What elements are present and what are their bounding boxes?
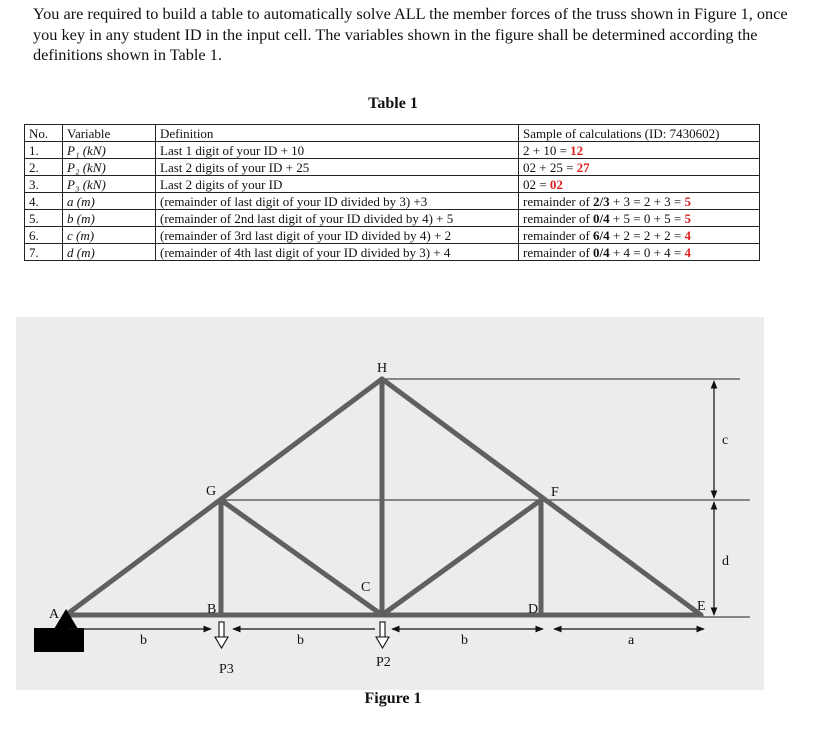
- sample-middle: + 5 = 0 + 5 =: [609, 210, 685, 226]
- header-no: No.: [25, 125, 63, 142]
- truss-diagram: [16, 317, 764, 690]
- load-arrow-p2: [376, 622, 389, 648]
- table-row: [25, 210, 760, 227]
- node-label-b: B: [207, 602, 217, 617]
- cell-definition: Last 2 digits of your ID: [156, 176, 519, 193]
- cell-no: 4.: [25, 193, 63, 210]
- cell-variable: P₂ (kN): [63, 159, 156, 176]
- dim-a-label: a: [628, 633, 635, 648]
- sample-result: 27: [576, 159, 590, 175]
- cell-variable: P₃ (kN): [63, 176, 156, 193]
- cell-variable: b (m): [63, 210, 156, 227]
- cell-no: 1.: [25, 142, 63, 159]
- cell-sample: [519, 176, 760, 193]
- table-row: [25, 159, 760, 176]
- sample-result: 4: [684, 244, 691, 260]
- node-label-e: E: [697, 599, 706, 614]
- sample-result: 5: [684, 210, 691, 226]
- truss-figure: [16, 317, 764, 690]
- sample-result: 12: [570, 142, 584, 158]
- dim-b1-label: b: [140, 633, 147, 648]
- header-definition: Definition: [156, 125, 519, 142]
- cell-no: 3.: [25, 176, 63, 193]
- sample-prefix: 02 + 25 =: [523, 159, 577, 175]
- cell-variable: a (m): [63, 193, 156, 210]
- sample-result: 5: [684, 193, 691, 209]
- node-label-h: H: [376, 361, 388, 376]
- table-row: [25, 176, 760, 193]
- table-row: [25, 193, 760, 210]
- node-label-c: C: [361, 580, 371, 595]
- cell-no: 5.: [25, 210, 63, 227]
- sample-fraction: 2/3: [593, 193, 610, 209]
- cell-variable: c (m): [63, 227, 156, 244]
- table-header-row: [25, 125, 760, 142]
- sample-middle: + 4 = 0 + 4 =: [609, 244, 685, 260]
- load-label-p2: P2: [376, 655, 391, 670]
- intro-paragraph: You are required to build a table to automatically solve ALL the member forces of the truss shown in Figure 1, once you key in any student ID in the input cell. The variables shown in the figure shall be determined according the definitions shown in Table 1.: [33, 4, 788, 64]
- node-label-a: A: [49, 607, 60, 622]
- table-row: [25, 142, 760, 159]
- sample-prefix: remainder of: [523, 210, 594, 226]
- cell-definition: (remainder of last digit of your ID divided by 3) +3: [156, 193, 519, 210]
- sample-middle: + 3 = 2 + 3 =: [609, 193, 685, 209]
- cell-sample: [519, 210, 760, 227]
- sample-fraction: 0/4: [593, 210, 610, 226]
- dim-d-label: d: [722, 554, 729, 569]
- sample-prefix: remainder of: [523, 244, 594, 260]
- node-label-f: F: [551, 485, 559, 500]
- table-row: [25, 244, 760, 261]
- load-label-p3: P3: [219, 662, 234, 677]
- table-row: [25, 227, 760, 244]
- member-cf: [382, 500, 541, 615]
- cell-sample: [519, 142, 760, 159]
- dim-c-label: c: [722, 433, 729, 448]
- sample-result: 02: [549, 176, 563, 192]
- cell-no: 2.: [25, 159, 63, 176]
- member-gc: [221, 500, 382, 615]
- cell-sample: [519, 159, 760, 176]
- cell-sample: [519, 227, 760, 244]
- cell-sample: [519, 193, 760, 210]
- cell-definition: (remainder of 4th last digit of your ID divided by 3) + 4: [156, 244, 519, 261]
- header-variable: Variable: [63, 125, 156, 142]
- node-label-d: D: [528, 602, 539, 617]
- variables-table: [24, 124, 760, 261]
- sample-prefix: remainder of: [523, 227, 594, 243]
- cell-no: 7.: [25, 244, 63, 261]
- sample-fraction: 0/4: [593, 244, 610, 260]
- sample-prefix: remainder of: [523, 193, 594, 209]
- dim-b3-label: b: [461, 633, 468, 648]
- table-title: Table 1: [368, 95, 418, 112]
- cell-definition: Last 2 digits of your ID + 25: [156, 159, 519, 176]
- truss-members: [66, 379, 701, 615]
- sample-prefix: 02 =: [523, 176, 550, 192]
- node-label-g: G: [206, 484, 217, 499]
- dim-b2-label: b: [297, 633, 304, 648]
- cell-no: 6.: [25, 227, 63, 244]
- header-sample: Sample of calculations (ID: 7430602): [519, 125, 760, 142]
- load-arrow-p3: [215, 622, 228, 648]
- cell-definition: (remainder of 2nd last digit of your ID divided by 4) + 5: [156, 210, 519, 227]
- sample-fraction: 6/4: [593, 227, 610, 243]
- sample-prefix: 2 + 10 =: [523, 142, 571, 158]
- sample-result: 4: [684, 227, 691, 243]
- cell-variable: d (m): [63, 244, 156, 261]
- cell-variable: P₁ (kN): [63, 142, 156, 159]
- sample-middle: + 2 = 2 + 2 =: [609, 227, 685, 243]
- figure-caption: Figure 1: [364, 690, 422, 707]
- cell-sample: [519, 244, 760, 261]
- cell-definition: (remainder of 3rd last digit of your ID divided by 4) + 2: [156, 227, 519, 244]
- cell-definition: Last 1 digit of your ID + 10: [156, 142, 519, 159]
